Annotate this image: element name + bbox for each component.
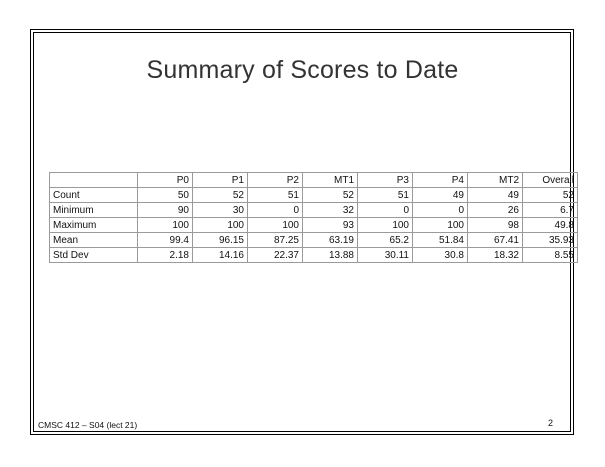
table-cell: 49.8 [523, 218, 578, 233]
table-cell: 30.8 [413, 248, 468, 263]
slide-title: Summary of Scores to Date [146, 56, 459, 84]
table-cell: 87.25 [248, 233, 303, 248]
row-label: Count [50, 188, 138, 203]
row-label: Maximum [50, 218, 138, 233]
table-cell: 67.41 [468, 233, 523, 248]
table-header-row [50, 173, 578, 188]
table-row [50, 233, 578, 248]
table-cell: 0 [413, 203, 468, 218]
table-cell: 30 [193, 203, 248, 218]
table-cell: 50 [138, 188, 193, 203]
column-header: P1 [193, 173, 248, 188]
table-cell: 100 [248, 218, 303, 233]
table-cell: 98 [468, 218, 523, 233]
column-header: P4 [413, 173, 468, 188]
column-header: MT1 [303, 173, 358, 188]
table-cell: 100 [193, 218, 248, 233]
table-cell: 100 [413, 218, 468, 233]
table-cell: 100 [138, 218, 193, 233]
corner-cell [50, 173, 138, 188]
table-cell: 6.7 [523, 203, 578, 218]
table-cell: 51 [248, 188, 303, 203]
table-cell: 51 [358, 188, 413, 203]
table-cell: 52 [193, 188, 248, 203]
table-cell: 49 [468, 188, 523, 203]
table-row [50, 203, 578, 218]
table-cell: 8.55 [523, 248, 578, 263]
column-header: P3 [358, 173, 413, 188]
scores-table [49, 172, 578, 263]
table-cell: 0 [358, 203, 413, 218]
page-number: 2 [548, 418, 554, 428]
footer-course-label: CMSC 412 – S04 (lect 21) [38, 420, 138, 430]
table-cell: 96.15 [193, 233, 248, 248]
table-cell: 0 [248, 203, 303, 218]
column-header: P0 [138, 173, 193, 188]
table-cell: 51.84 [413, 233, 468, 248]
column-header: Overall [523, 173, 578, 188]
table-cell: 49 [413, 188, 468, 203]
table-row [50, 248, 578, 263]
row-label: Mean [50, 233, 138, 248]
table-cell: 22.37 [248, 248, 303, 263]
table-cell: 100 [358, 218, 413, 233]
table-cell: 63.19 [303, 233, 358, 248]
column-header: MT2 [468, 173, 523, 188]
table-cell: 2.18 [138, 248, 193, 263]
column-header: P2 [248, 173, 303, 188]
table-cell: 90 [138, 203, 193, 218]
table-row [50, 218, 578, 233]
table-cell: 52 [303, 188, 358, 203]
table-cell: 30.11 [358, 248, 413, 263]
table-cell: 65.2 [358, 233, 413, 248]
table-cell: 93 [303, 218, 358, 233]
table-row [50, 188, 578, 203]
row-label: Std Dev [50, 248, 138, 263]
row-label: Minimum [50, 203, 138, 218]
table-cell: 35.93 [523, 233, 578, 248]
table-cell: 32 [303, 203, 358, 218]
table-cell: 52 [523, 188, 578, 203]
table-cell: 99.4 [138, 233, 193, 248]
table-cell: 18.32 [468, 248, 523, 263]
table-cell: 26 [468, 203, 523, 218]
table-cell: 14.16 [193, 248, 248, 263]
table-cell: 13.88 [303, 248, 358, 263]
